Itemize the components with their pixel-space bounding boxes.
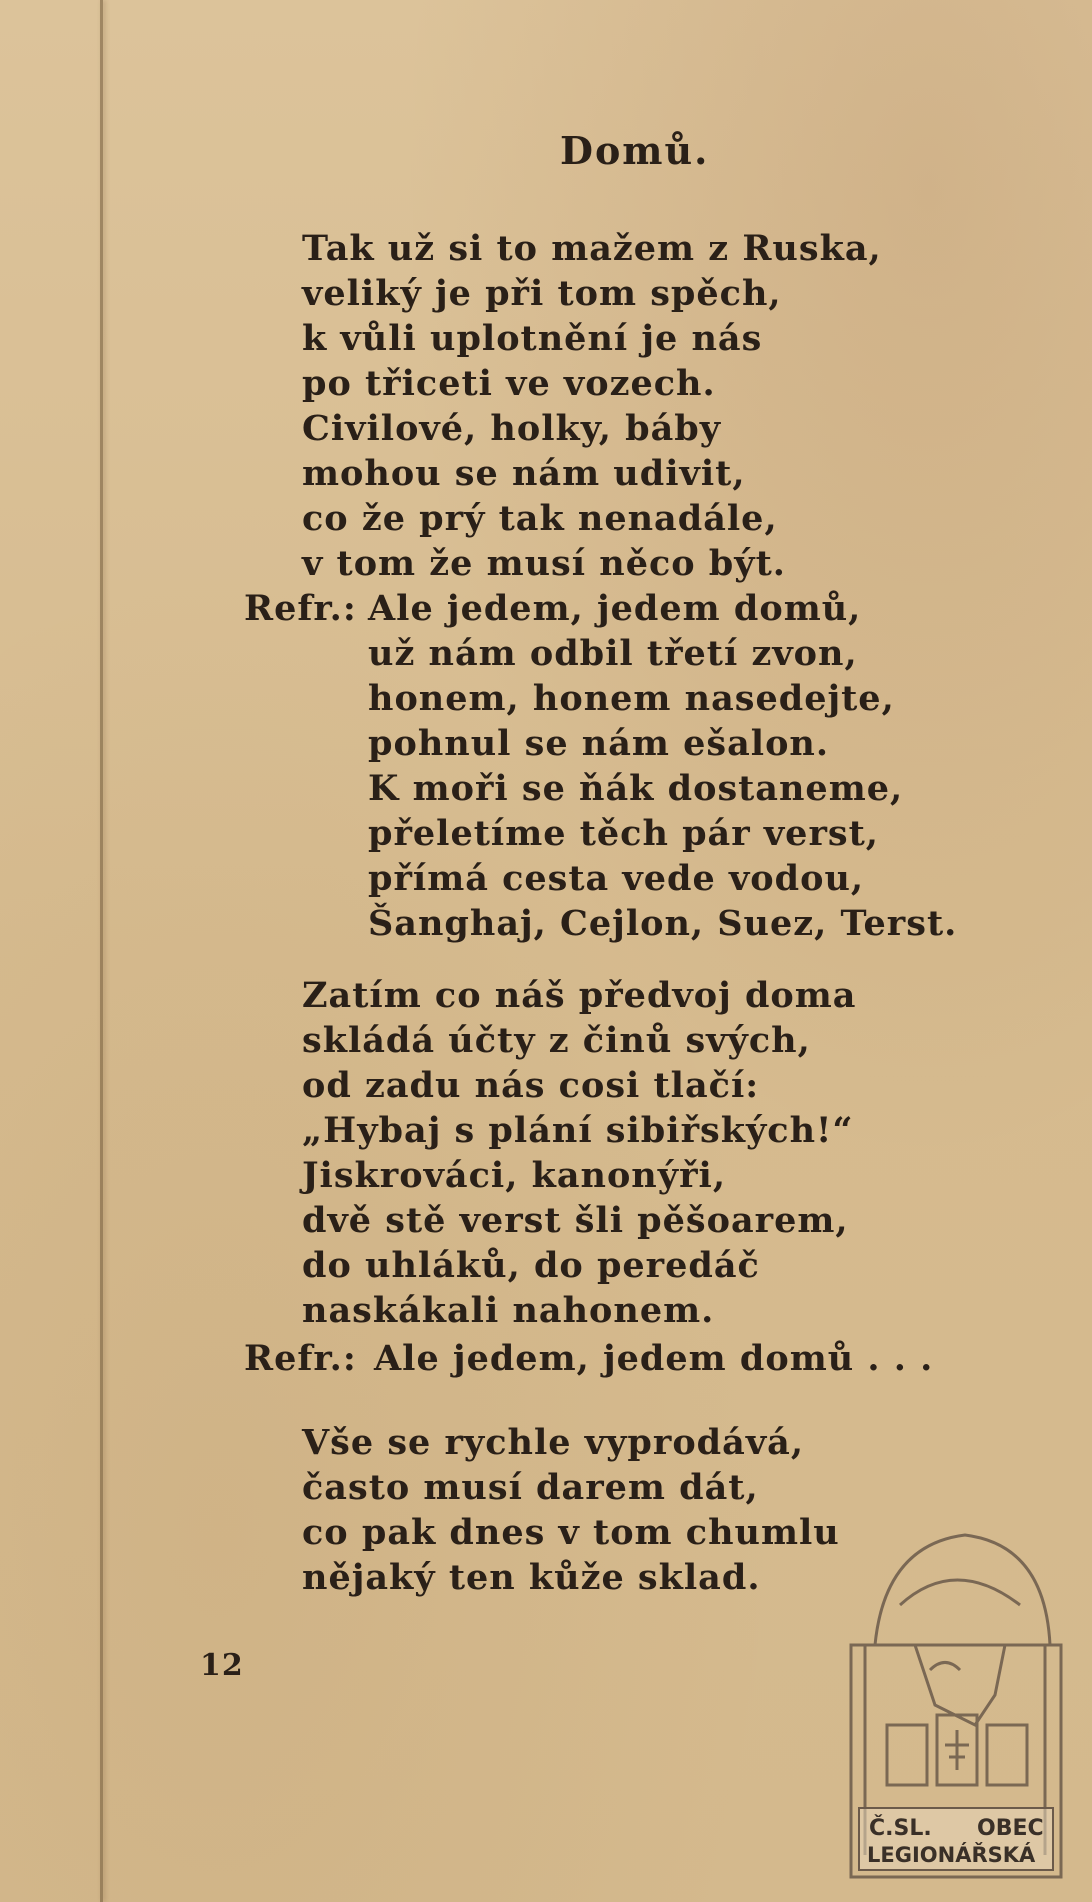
stanza-2-line-3: od zadu nás cosi tlačí:: [302, 1065, 760, 1106]
stamp-text-csl: Č.SL.: [869, 1816, 932, 1841]
page-spine-edge: [100, 0, 103, 1902]
refrain-1-line-6: přeletíme těch pár verst,: [368, 813, 879, 854]
stanza-1-line-1: Tak už si to mažem z Ruska,: [302, 228, 882, 269]
stanza-3-line-4: nějaký ten kůže sklad.: [302, 1557, 761, 1598]
stanza-1-line-2: veliký je při tom spěch,: [302, 273, 782, 314]
stamp-shield-right: [987, 1725, 1027, 1785]
stanza-3-line-3: co pak dnes v tom chumlu: [302, 1512, 840, 1553]
refrain-1-line-5: K moři se ňák dostaneme,: [368, 768, 904, 809]
stanza-2-line-2: skládá účty z činů svých,: [302, 1020, 811, 1061]
stanza-2-line-8: naskákali nahonem.: [302, 1290, 715, 1331]
legion-stamp-logo: [845, 1525, 1067, 1885]
stamp-text-obec: OBEC: [977, 1816, 1044, 1841]
stanza-1-line-4: po třiceti ve vozech.: [302, 363, 716, 404]
refrain-2-line: Ale jedem, jedem domů . . .: [374, 1338, 934, 1379]
stanza-1-line-8: v tom že musí něco být.: [302, 543, 786, 584]
stanza-2-line-7: do uhláků, do peredáč: [302, 1245, 760, 1286]
stanza-3-line-2: často musí darem dát,: [302, 1467, 759, 1508]
stanza-1-line-5: Civilové, holky, báby: [302, 408, 722, 449]
stanza-1-line-7: co že prý tak nenadále,: [302, 498, 778, 539]
stanza-2-line-1: Zatím co náš předvoj doma: [302, 975, 857, 1016]
stanza-1-line-6: mohou se nám udivit,: [302, 453, 746, 494]
poem-title: Domů.: [560, 128, 710, 173]
stanza-2-line-5: Jiskrováci, kanonýři,: [302, 1155, 727, 1196]
page-number: 12: [200, 1648, 244, 1683]
stamp-shield-left: [887, 1725, 927, 1785]
refrain-1-line-1: Ale jedem, jedem domů,: [368, 588, 862, 629]
refrain-1-line-2: už nám odbil třetí zvon,: [368, 633, 858, 674]
stanza-3-line-1: Vše se rychle vyprodává,: [302, 1422, 805, 1463]
refrain-1-label: Refr.:: [244, 588, 357, 629]
refrain-1-line-4: pohnul se nám ešalon.: [368, 723, 830, 764]
refrain-1-line-3: honem, honem nasedejte,: [368, 678, 895, 719]
stanza-2-line-4: „Hybaj s plání sibiřských!“: [302, 1110, 854, 1151]
stanza-2-line-6: dvě stě verst šli pěšoarem,: [302, 1200, 849, 1241]
refrain-1-line-7: přímá cesta vede vodou,: [368, 858, 865, 899]
stanza-1-line-3: k vůli uplotnění je nás: [302, 318, 763, 359]
refrain-2-label: Refr.:: [244, 1338, 357, 1379]
stamp-text-legionarska: LEGIONÁŘSKÁ: [867, 1843, 1036, 1867]
refrain-1-line-8: Šanghaj, Cejlon, Suez, Terst.: [368, 903, 958, 944]
